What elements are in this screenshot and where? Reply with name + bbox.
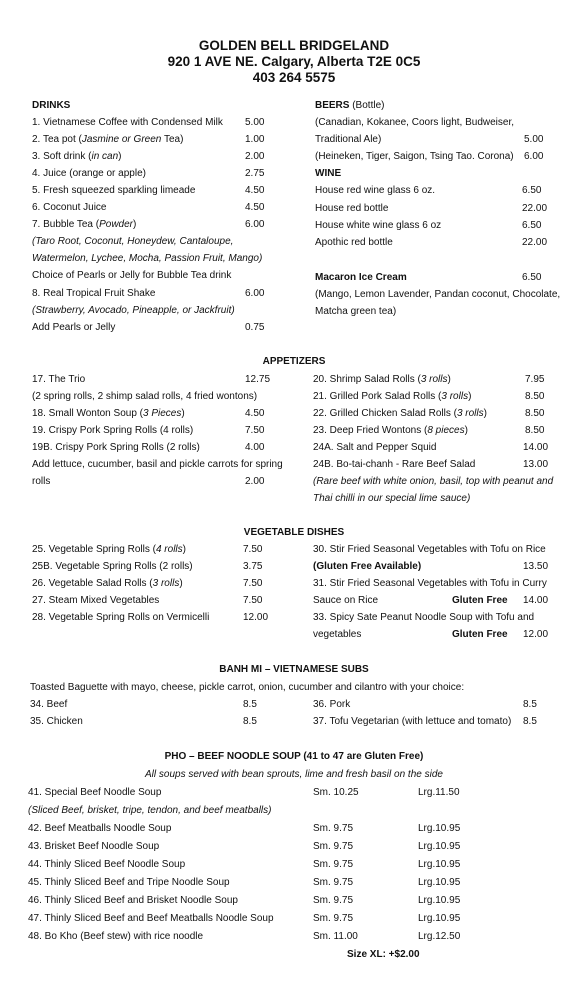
pearls-note: Choice of Pearls or Jelly for Bubble Tea drink: [32, 270, 232, 281]
pho-44: 44. Thinly Sliced Beef Noodle Soup: [28, 859, 186, 870]
app-17-price: 12.75: [245, 374, 271, 385]
drink-6: 6. Coconut Juice: [32, 202, 107, 213]
pho-42-small: Sm. 9.75: [313, 823, 354, 834]
restaurant-address: 920 1 AVE NE. Calgary, Alberta T2E 0C5: [167, 54, 421, 69]
app-24a-price: 14.00: [523, 442, 549, 453]
pho-42: 42. Beef Meatballs Noodle Soup: [28, 823, 172, 834]
drink-7: 7. Bubble Tea (Powder): [32, 219, 137, 230]
app-23-price: 8.50: [525, 425, 545, 436]
pho-45-large: Lrg.10.95: [418, 877, 461, 888]
pho-46-small: Sm. 9.75: [313, 895, 354, 906]
pho-41-note: (Sliced Beef, brisket, tripe, tendon, and beef meatballs): [28, 805, 272, 816]
restaurant-phone: 403 264 5575: [252, 70, 336, 85]
app-18-price: 4.50: [245, 408, 265, 419]
drink-2-price: 1.00: [245, 134, 265, 145]
pho-subtitle: All soups served with bean sprouts, lime and fresh basil on the side: [145, 769, 443, 780]
drink-6-price: 4.50: [245, 202, 265, 213]
drink-5: 5. Fresh squeezed sparkling limeade: [32, 185, 196, 196]
beers-line2: Traditional Ale): [315, 134, 382, 145]
restaurant-name: GOLDEN BELL BRIDGELAND: [198, 38, 390, 53]
app-24b-note1: (Rare beef with white onion, basil, top with peanut and: [313, 476, 554, 487]
veg-31-price: 14.00: [523, 595, 549, 606]
wine-3-price: 6.50: [522, 220, 542, 231]
wine-2-price: 22.00: [522, 203, 548, 214]
pho-41: 41. Special Beef Noodle Soup: [28, 787, 162, 798]
app-addon-line2: rolls: [32, 476, 51, 487]
drink-3: 3. Soft drink (in can): [32, 151, 122, 162]
pho-48-large: Lrg.12.50: [418, 931, 461, 942]
macaron-line1: (Mango, Lemon Lavender, Pandan coconut, Chocolate,: [315, 289, 561, 300]
banhmi-desc: Toasted Baguette with mayo, cheese, pickle carrot, onion, cucumber and cilantro with your choice:: [30, 682, 465, 693]
veg-33-line2: vegetables: [313, 629, 362, 640]
beers-line3: (Heineken, Tiger, Saigon, Tsing Tao. Corona): [315, 151, 514, 162]
wine-3: House white wine glass 6 oz: [315, 220, 442, 231]
pho-43-large: Lrg.10.95: [418, 841, 461, 852]
drink-3-price: 2.00: [245, 151, 265, 162]
veg-31-line2: Sauce on Rice: [313, 595, 379, 606]
app-24b: 24B. Bo-tai-chanh - Rare Beef Salad: [313, 459, 476, 470]
pho-47-small: Sm. 9.75: [313, 913, 354, 924]
banhmi-37: 37. Tofu Vegetarian (with lettuce and tomato): [313, 716, 512, 727]
pho-47-large: Lrg.10.95: [418, 913, 461, 924]
veg-26: 26. Vegetable Salad Rolls (3 rolls): [32, 578, 183, 589]
pho-46-large: Lrg.10.95: [418, 895, 461, 906]
veg-30: 30. Stir Fried Seasonal Vegetables with Tofu on Rice: [313, 544, 546, 555]
drink-2: 2. Tea pot (Jasmine or Green Tea): [32, 134, 184, 145]
banhmi-heading: BANH MI – VIETNAMESE SUBS: [219, 664, 369, 675]
veg-27: 27. Steam Mixed Vegetables: [32, 595, 160, 606]
veg-28-price: 12.00: [243, 612, 269, 623]
macaron-line2: Matcha green tea): [315, 306, 397, 317]
drinks-heading: DRINKS: [32, 100, 71, 111]
drink-1: 1. Vietnamese Coffee with Condensed Milk: [32, 117, 223, 128]
veg-27-price: 7.50: [243, 595, 263, 606]
app-24a: 24A. Salt and Pepper Squid: [313, 442, 437, 453]
pho-48: 48. Bo Kho (Beef stew) with rice noodle: [28, 931, 204, 942]
veg-25b-price: 3.75: [243, 561, 263, 572]
banhmi-34-price: 8.5: [243, 699, 257, 710]
appetizers-heading: APPETIZERS: [262, 356, 326, 367]
pho-46: 46. Thinly Sliced Beef and Brisket Noodle Soup: [28, 895, 238, 906]
beers-heading: BEERS (Bottle): [315, 100, 385, 111]
veg-30-gluten: (Gluten Free Available): [313, 561, 422, 572]
banhmi-35: 35. Chicken: [30, 716, 83, 727]
wine-1: House red wine glass 6 oz.: [315, 185, 436, 196]
drink-1-price: 5.00: [245, 117, 265, 128]
app-18: 18. Small Wonton Soup (3 Pieces): [32, 408, 185, 419]
bubble-flavors-line2: Watermelon, Lychee, Mocha, Passion Fruit, Mango): [32, 253, 263, 264]
pho-47: 47. Thinly Sliced Beef and Beef Meatballs Noodle Soup: [28, 913, 274, 924]
app-17-note: (2 spring rolls, 2 shimp salad rolls, 4 fried wontons): [32, 391, 258, 402]
veg-31: 31. Stir Fried Seasonal Vegetables with Tofu in Curry: [313, 578, 547, 589]
pho-43-small: Sm. 9.75: [313, 841, 354, 852]
app-17: 17. The Trio: [32, 374, 86, 385]
app-20: 20. Shrimp Salad Rolls (3 rolls): [313, 374, 451, 385]
bubble-flavors-line1: (Taro Root, Coconut, Honeydew, Cantaloupe,: [32, 236, 234, 247]
drink-8-price: 6.00: [245, 288, 265, 299]
macaron-price: 6.50: [522, 272, 542, 283]
drink-5-price: 4.50: [245, 185, 265, 196]
banhmi-37-price: 8.5: [523, 716, 537, 727]
drink-8: 8. Real Tropical Fruit Shake: [32, 288, 156, 299]
pho-44-large: Lrg.10.95: [418, 859, 461, 870]
macaron-heading: Macaron Ice Cream: [315, 272, 407, 283]
shake-flavors: (Strawberry, Avocado, Pineapple, or Jackfruit): [32, 305, 235, 316]
app-21: 21. Grilled Pork Salad Rolls (3 rolls): [313, 391, 472, 402]
veg-25: 25. Vegetable Spring Rolls (4 rolls): [32, 544, 186, 555]
app-addon-price: 2.00: [245, 476, 265, 487]
drink-7-price: 6.00: [245, 219, 265, 230]
wine-2: House red bottle: [315, 203, 389, 214]
app-20-price: 7.95: [525, 374, 545, 385]
banhmi-34: 34. Beef: [30, 699, 68, 710]
veg-33: 33. Spicy Sate Peanut Noodle Soup with Tofu and: [313, 612, 535, 623]
veg-26-price: 7.50: [243, 578, 263, 589]
beers-line2-price: 5.00: [524, 134, 544, 145]
pho-heading: PHO – BEEF NOODLE SOUP (41 to 47 are Gluten Free): [164, 751, 424, 762]
app-19: 19. Crispy Pork Spring Rolls (4 rolls): [32, 425, 194, 436]
veg-25-price: 7.50: [243, 544, 263, 555]
veg-31-gluten: Gluten Free: [452, 595, 508, 606]
pho-45-small: Sm. 9.75: [313, 877, 354, 888]
banhmi-36-price: 8.5: [523, 699, 537, 710]
beers-line3-price: 6.00: [524, 151, 544, 162]
drink-4: 4. Juice (orange or apple): [32, 168, 146, 179]
pho-43: 43. Brisket Beef Noodle Soup: [28, 841, 160, 852]
add-pearls-price: 0.75: [245, 322, 265, 333]
veg-33-gluten: Gluten Free: [452, 629, 508, 640]
app-21-price: 8.50: [525, 391, 545, 402]
wine-1-price: 6.50: [522, 185, 542, 196]
app-22: 22. Grilled Chicken Salad Rolls (3 rolls): [313, 408, 487, 419]
wine-4-price: 22.00: [522, 237, 548, 248]
veg-33-price: 12.00: [523, 629, 549, 640]
wine-4: Apothic red bottle: [315, 237, 393, 248]
banhmi-36: 36. Pork: [313, 699, 351, 710]
drink-4-price: 2.75: [245, 168, 265, 179]
app-24b-price: 13.00: [523, 459, 549, 470]
app-22-price: 8.50: [525, 408, 545, 419]
veg-30-price: 13.50: [523, 561, 549, 572]
banhmi-35-price: 8.5: [243, 716, 257, 727]
beers-line1: (Canadian, Kokanee, Coors light, Budweiser,: [315, 117, 515, 128]
pho-45: 45. Thinly Sliced Beef and Tripe Noodle Soup: [28, 877, 230, 888]
add-pearls: Add Pearls or Jelly: [32, 322, 116, 333]
pho-48-small: Sm. 11.00: [313, 931, 358, 942]
vegetable-heading: VEGETABLE DISHES: [243, 527, 345, 538]
pho-42-large: Lrg.10.95: [418, 823, 461, 834]
app-23: 23. Deep Fried Wontons (8 pieces): [313, 425, 468, 436]
app-24b-note2: Thai chilli in our special lime sauce): [313, 493, 471, 504]
veg-28: 28. Vegetable Spring Rolls on Vermicelli: [32, 612, 210, 623]
app-19-price: 7.50: [245, 425, 265, 436]
app-19b-price: 4.00: [245, 442, 265, 453]
wine-heading: WINE: [315, 168, 342, 179]
app-19b: 19B. Crispy Pork Spring Rolls (2 rolls): [32, 442, 200, 453]
size-xl-note: Size XL: +$2.00: [347, 949, 420, 960]
pho-44-small: Sm. 9.75: [313, 859, 354, 870]
app-addon-line1: Add lettuce, cucumber, basil and pickle carrots for spring: [32, 459, 283, 470]
pho-41-small: Sm. 10.25: [313, 787, 359, 798]
veg-25b: 25B. Vegetable Spring Rolls (2 rolls): [32, 561, 193, 572]
pho-41-large: Lrg.11.50: [418, 787, 460, 798]
